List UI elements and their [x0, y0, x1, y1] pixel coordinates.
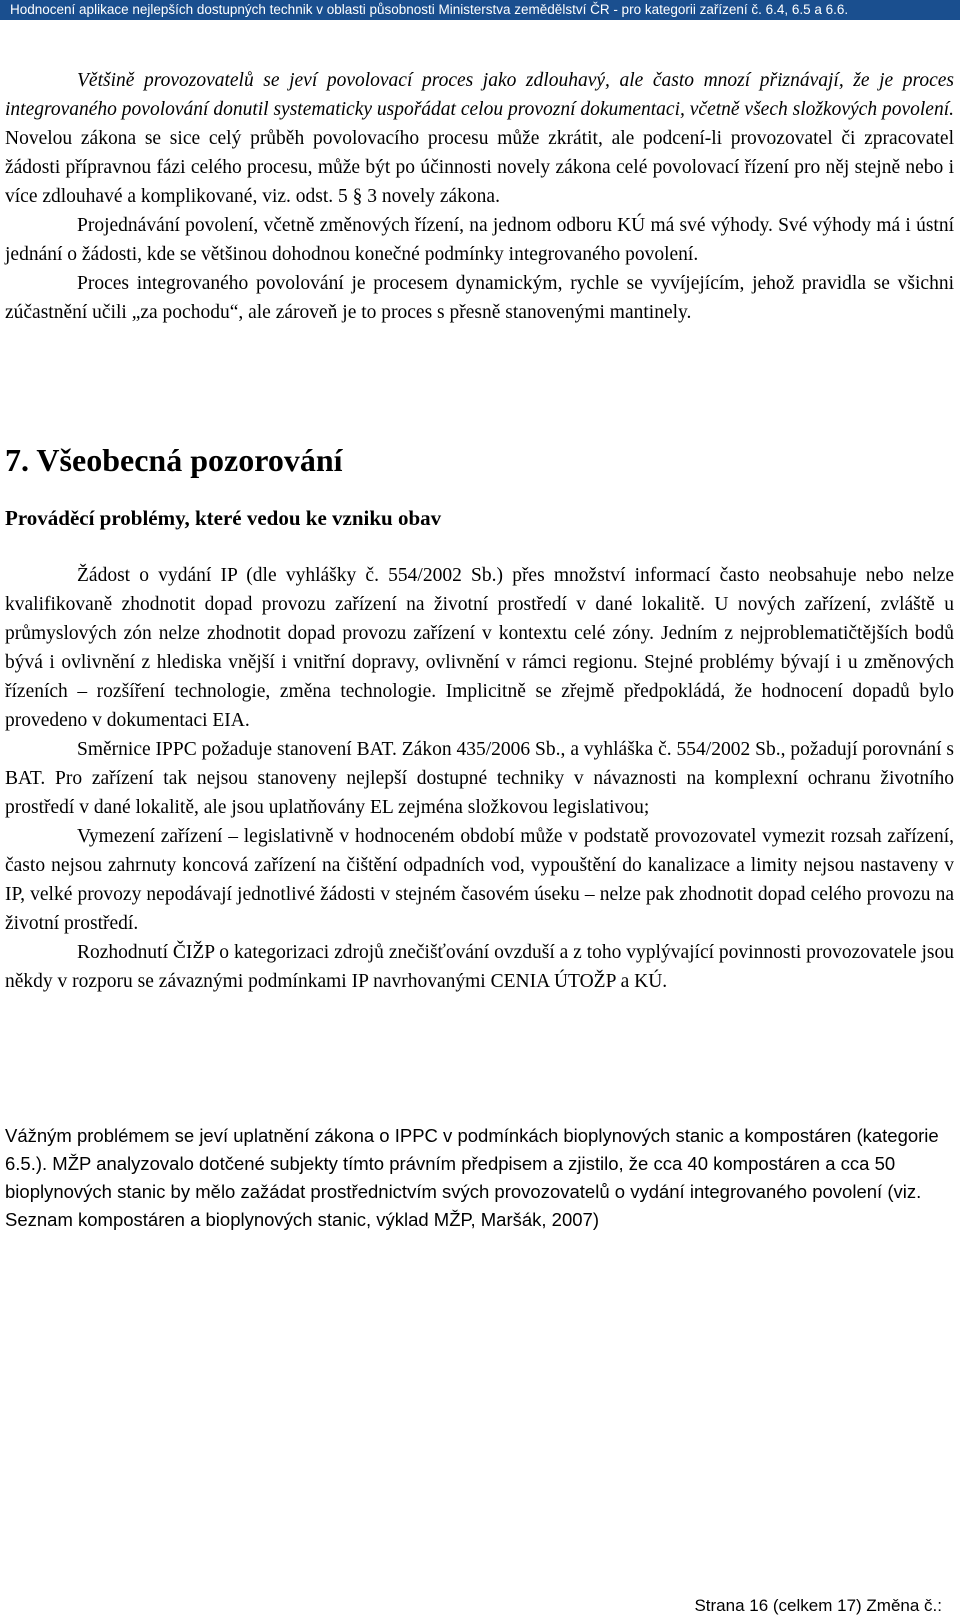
main-paragraph-3: Vymezení zařízení – legislativně v hodnoceném období může v podstatě provozovatel vymezit rozsah zařízení, často nejsou zahrnuty koncová zařízení na čištění odpadních vod, vypouštění do kanalizace a limity nejsou nastaveny v IP, velké provozy nepodávají jednotlivé žádosti v stejném časovém úseku – nelze pak zhodnotit dopad celého provozu na životní prostředí. — [5, 826, 954, 934]
intro-italic-text: Většině provozovatelů se jeví povolovací proces jako zdlouhavý, ale často mnozí přiznávají, že je proces integrovaného povolování donutil systematicky uspořádat celou provozní dokumentaci, včetně všech složkových povolení. — [5, 70, 954, 120]
intro-section — [5, 66, 954, 327]
closing-paragraph: Vážným problémem se jeví uplatnění zákona o IPPC v podmínkách bioplynových stanic a kompostáren (kategorie 6.5.). MŽP analyzovalo dotčené subjekty tímto právním předpisem a zjistilo, že cca 40 kompostáren a cca 50 bioplynových stanic by mělo zažádat prostřednictvím svých provozovatelů o vydání integrovaného povolení (viz. Seznam kompostáren a bioplynových stanic, výklad MŽP, Maršák, 2007) — [5, 1125, 939, 1230]
closing-section — [5, 1122, 954, 1234]
main-section — [5, 561, 954, 996]
header-title: Hodnocení aplikace nejlepších dostupných technik v oblasti působnosti Ministerstva zemědělství ČR - pro kategorii zařízení č. 6.4, 6.5 a 6.6. — [10, 2, 849, 17]
intro-paragraph-1 — [5, 66, 954, 211]
main-paragraph-2: Směrnice IPPC požaduje stanovení BAT. Zákon 435/2006 Sb., a vyhláška č. 554/2002 Sb., požadují porovnání s BAT. Pro zařízení tak nejsou stanoveny nejlepší dostupné techniky v návaznosti na komplexní ochranu životního prostředí v dané lokalitě, ale jsou uplatňovány EL zejména složkovou legislativou; — [5, 739, 954, 818]
intro-text-rest: Novelou zákona se sice celý průběh povolovacího procesu může zkrátit, ale podcení-li provozovatel či zpracovatel žádosti přípravnou fázi celého procesu, může být po účinnosti novely zákona celé povolovací řízení pro něj stejně nebo i více zdlouhavé a komplikované, viz. odst. 5 § 3 novely zákona. — [5, 128, 954, 207]
page-footer: Strana 16 (celkem 17) Změna č.: — [694, 1596, 942, 1615]
main-paragraph-4: Rozhodnutí ČIŽP o kategorizaci zdrojů znečišťování ovzduší a z toho vyplývající povinnosti provozovatele jsou někdy v rozporu se závaznými podmínkami IP navrhovanými CENIA ÚTOŽP a KÚ. — [5, 942, 954, 992]
document-header — [0, 0, 960, 20]
section-title: 7. Všeobecná pozorování — [5, 442, 343, 478]
section-subtitle: Prováděcí problémy, které vedou ke vzniku obav — [5, 506, 442, 530]
intro-paragraph-2: Projednávání povolení, včetně změnových řízení, na jednom odboru KÚ má své výhody. Své výhody má i ústní jednání o žádosti, kde se většinou dohodnou konečné podmínky integrovaného povolení. — [5, 215, 954, 265]
main-paragraph-1: Žádost o vydání IP (dle vyhlášky č. 554/2002 Sb.) přes množství informací často neobsahuje nebo nelze kvalifikovaně zhodnotit dopad provozu zařízení na životní prostředí v dané lokalitě. U nových zařízení, zvláště u průmyslových zón nelze zhodnotit dopad provozu zařízení v kontextu celé zóny. Jedním z nejproblematičtějších bodů bývá i ovlivnění z hlediska vnější i vnitřní dopravy, ovlivnění v rámci regionu. Stejné problémy bývají i u změnových řízeních – rozšíření technologie, změna technologie. Implicitně se zřejmě předpokládá, že hodnocení dopadů bylo provedeno v dokumentaci EIA. — [5, 565, 954, 731]
intro-paragraph-3: Proces integrovaného povolování je procesem dynamickým, rychle se vyvíjejícím, jehož pravidla se všichni zúčastnění učili „za pochodu“, ale zároveň je to proces s přesně stanovenými mantinely. — [5, 273, 954, 323]
